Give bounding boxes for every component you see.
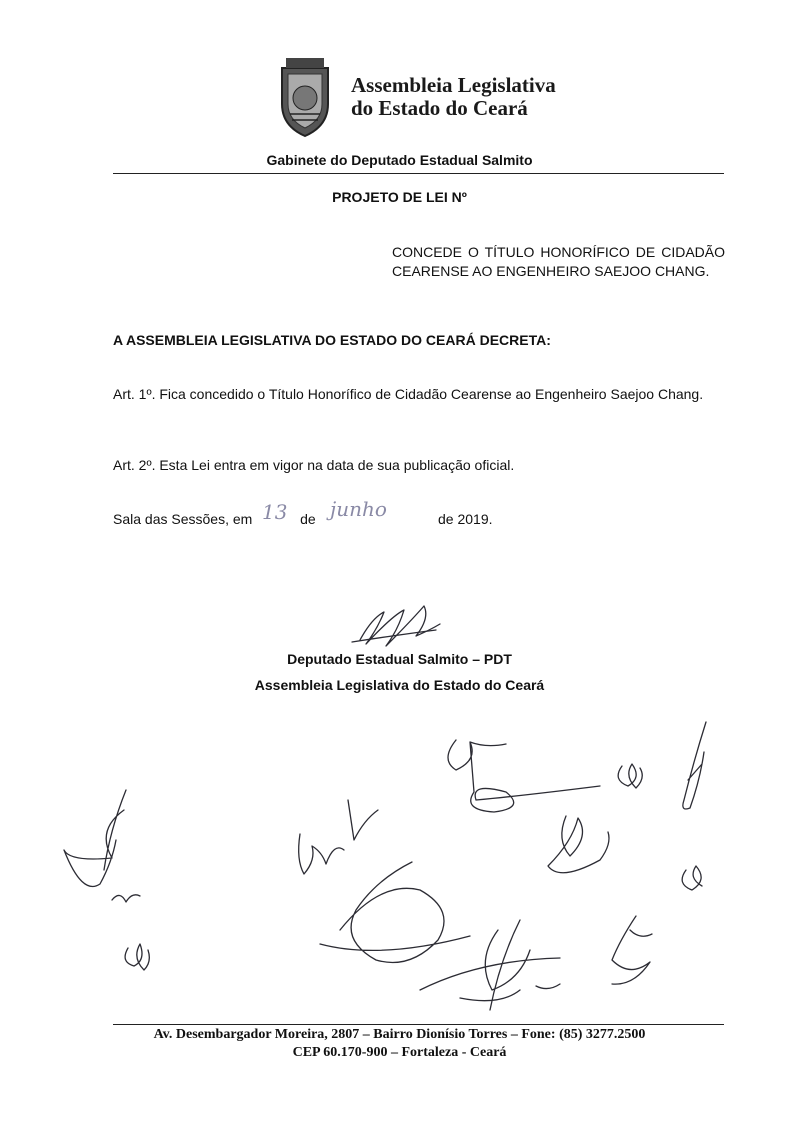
session-year: de 2019.	[438, 511, 493, 527]
co-signature-1	[448, 740, 600, 812]
session-prefix: Sala das Sessões, em	[113, 511, 253, 527]
co-signature-2	[618, 764, 642, 788]
co-signature-8	[320, 862, 470, 963]
institution-name-line1: Assembleia Legislativa	[351, 73, 556, 97]
coat-of-arms-seal	[276, 54, 334, 138]
office-name: Gabinete do Deputado Estadual Salmito	[266, 152, 533, 168]
co-signature-4	[64, 790, 140, 902]
handwritten-month: junho	[330, 497, 387, 521]
author-signature	[352, 606, 440, 646]
co-signature-10	[420, 920, 560, 1010]
author-institution: Assembleia Legislativa do Estado do Ceará	[254, 677, 545, 693]
author-name: Deputado Estadual Salmito – PDT	[287, 651, 512, 667]
bill-title: PROJETO DE LEI Nº	[332, 189, 467, 205]
bill-summary: CONCEDE O TÍTULO HONORÍFICO DE CIDADÃO CEARENSE AO ENGENHEIRO SAEJOO CHANG.	[392, 244, 725, 279]
co-signature-7	[682, 866, 702, 890]
article-1: Art. 1º. Fica concedido o Título Honorífico de Cidadão Cearense ao Engenheiro Saejoo Chang.	[113, 386, 704, 402]
session-connector: de	[300, 511, 316, 527]
co-signature-3	[683, 722, 706, 809]
header-divider	[113, 173, 724, 174]
co-signature-6	[548, 816, 609, 873]
handwritten-day: 13	[262, 500, 288, 524]
footer-divider	[113, 1024, 724, 1025]
co-signature-11	[612, 916, 652, 984]
co-signature-5	[299, 800, 378, 874]
footer-address: Av. Desembargador Moreira, 2807 – Bairro Dionísio Torres – Fone: (85) 3277.2500	[153, 1027, 646, 1042]
institution-name	[351, 74, 556, 120]
co-signature-9	[125, 944, 149, 970]
article-2: Art. 2º. Esta Lei entra em vigor na data de sua publicação oficial.	[113, 457, 515, 473]
footer-postal: CEP 60.170-900 – Fortaleza - Ceará	[292, 1045, 507, 1060]
enacting-clause: A ASSEMBLEIA LEGISLATIVA DO ESTADO DO CEARÁ DECRETA:	[113, 332, 551, 348]
institution-name-line2: do Estado do Ceará	[351, 96, 528, 120]
